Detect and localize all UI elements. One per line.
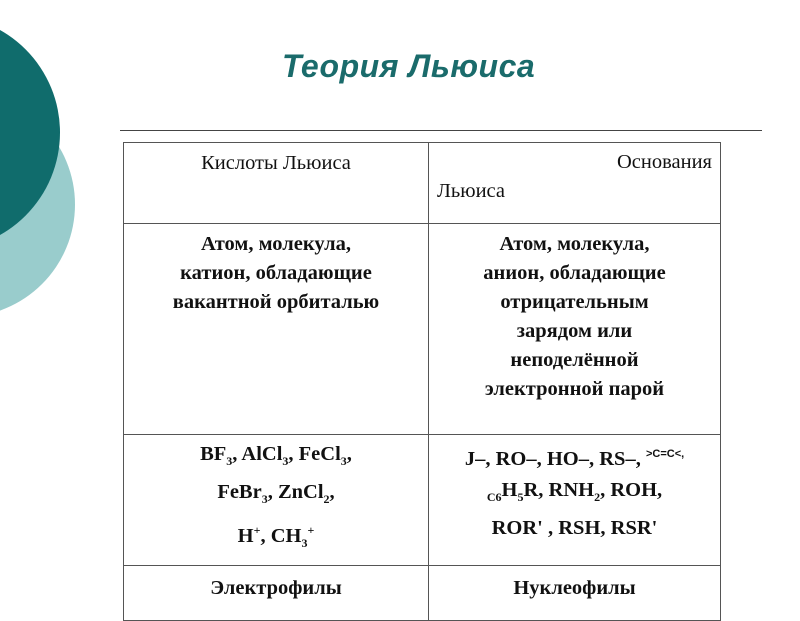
header-bases-line2: Льюиса <box>437 180 505 202</box>
formula-zncl2: ZnCl <box>277 481 324 504</box>
header-bases-line1: Основания <box>616 151 712 173</box>
base-formula-line2 <box>429 475 720 513</box>
superscript: + <box>253 523 261 538</box>
description-bases-line: зарядом или <box>516 320 633 342</box>
page-title: Теория Льюиса <box>282 48 536 84</box>
formula-roh: , ROH, <box>600 478 663 501</box>
subscript: 2 <box>594 489 601 504</box>
footer-bases: Нуклеофилы <box>429 566 721 621</box>
footer-acids: Электрофилы <box>124 566 429 621</box>
acid-formula-line2: FeBr$_3$, ZnCl$_2$, <box>217 481 335 507</box>
table-row-footer <box>124 566 721 621</box>
header-acids: Кислоты Льюиса <box>124 143 429 224</box>
table-row-header <box>124 143 721 224</box>
formula-alcl3: AlCl <box>241 443 283 465</box>
table-row-description <box>124 224 721 435</box>
title-divider <box>120 130 762 131</box>
subscript: 6 <box>495 489 502 504</box>
subscript: 3 <box>226 454 233 469</box>
formula-ch3-plus: CH <box>270 525 302 548</box>
formula-rs-minus: RS– <box>599 447 636 470</box>
description-bases-line: электронной парой <box>484 378 665 400</box>
formula-rnh2: R, RNH <box>523 478 595 501</box>
formula-c6h5r: H <box>501 478 518 501</box>
formula-j-minus: J– <box>464 447 486 470</box>
description-bases-line: отрицательным <box>500 291 649 313</box>
examples-bases <box>429 435 721 566</box>
description-bases-line: анион, обладающие <box>483 262 666 284</box>
description-acids-line: катион, обладающие <box>180 262 372 284</box>
lewis-theory-table <box>123 142 721 621</box>
acid-formula-line1: $BF_3$, AlCl$_3$, FeCl$_3$, <box>200 443 352 469</box>
examples-acids <box>124 435 429 566</box>
subscript: 3 <box>261 492 268 507</box>
formula-febr3: FeBr <box>217 481 262 504</box>
header-bases <box>429 143 721 224</box>
description-bases-line: неподелённой <box>510 349 639 371</box>
formula-ro-minus: RO– <box>495 447 537 470</box>
formula-alkene: >C=C<, <box>645 448 685 460</box>
subscript: 5 <box>517 489 524 504</box>
description-bases-line: Атом, молекула, <box>499 233 650 255</box>
base-formula-line1: J–, RO–, HO–, RS–, $^{>C=C<,}$ <box>464 447 685 470</box>
subscript: 2 <box>323 492 330 507</box>
table-row-examples <box>124 435 721 566</box>
acid-formula-line3: H+, $CH_3^+$ <box>237 523 315 551</box>
subscript: 3 <box>282 454 289 469</box>
formula-h-plus: H <box>237 525 254 548</box>
formula-ho-minus: HO– <box>546 447 589 470</box>
formula-fecl3: FeCl <box>298 443 341 465</box>
formula-bf3: BF <box>200 443 227 465</box>
base-formula-line3: ROR' , RSH, RSR' <box>491 516 658 539</box>
description-acids-line: Атом, молекула, <box>200 233 352 255</box>
description-acids <box>124 224 429 435</box>
subscript: 3 <box>301 536 308 551</box>
description-acids-line: вакантной орбиталью <box>172 291 380 313</box>
description-bases <box>429 224 721 435</box>
formula-c6h5r-prefix: C <box>486 489 496 504</box>
subscript: 3 <box>340 454 347 469</box>
superscript: + <box>307 523 315 538</box>
